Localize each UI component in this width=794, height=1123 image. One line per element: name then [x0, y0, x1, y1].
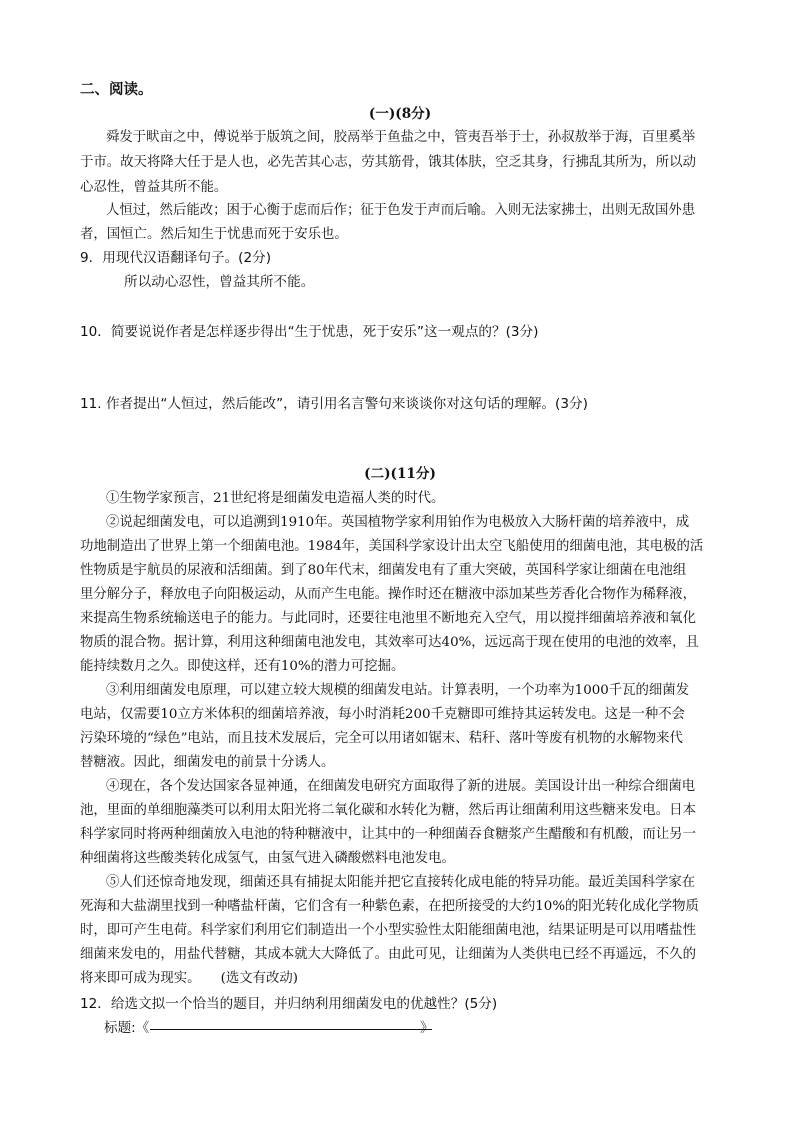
passage2-line: 细菌来发电的，用盐代替糖，其成本就大大降低了。由此可见，让细菌为人类供电已经不再遥远，不久的 [80, 947, 696, 962]
passage2-line: 科学家同时将两种细菌放入电池的特种糖液中，让其中的一种细菌吞食糖浆产生醋酸和有机酸，而让另一 [80, 827, 696, 842]
passage2-line: ⑤人们还惊奇地发现，细菌还具有捕捉太阳能并把它直接转化成电能的特异功能。最近美国科学家在 [106, 875, 696, 890]
passage2-line: 来提高生物系统输送电子的能力。与此同时，还要往电池里不断地充入空气，用以搅拌细菌培养液和氧化 [80, 611, 696, 626]
part2-heading: (二)(11分) [364, 466, 436, 482]
passage2-line: ③利用细菌发电原理，可以建立较大规模的细菌发电站。计算表明，一个功率为1000千瓦的细菌发 [106, 683, 690, 698]
passage2-line: 里分解分子，释放电子向阳极运动，从而产生电能。操作时还在糖液中添加某些芳香化合物作为稀释液， [80, 587, 696, 602]
passage2-line: 能持续数月之久。即使这样，还有10%的潜力可挖掘。 [80, 659, 405, 674]
part1-heading: (一)(8分) [368, 106, 432, 122]
question-10: 10．简要说说作者是怎样逐步得出“生于忧患，死于安乐”这一观点的？(3分) [80, 324, 539, 340]
passage2-line: 时，即可产生电荷。科学家们利用它们制造出一个小型实验性太阳能细菌电池，结果证明是可以用嗜盐性 [80, 923, 696, 938]
passage1-line: 舜发于畎亩之中，傅说举于版筑之间，胶鬲举于鱼盐之中，管夷吾举于士，孙叔敖举于海，百里奚举 [106, 130, 696, 145]
passage2-line: 性物质是宇航员的尿液和活细菌。到了80年代末，细菌发电有了重大突破，英国科学家让细菌在电池组 [80, 563, 687, 578]
passage2-line: 电站，仅需要10立方米体积的细菌培养液，每小时消耗200千克糖即可维持其运转发电。这是一种不会 [80, 707, 686, 722]
question-11: 11. 作者提出“人恒过，然后能改”，请引用名言警句来谈谈你对这句话的理解。(3分) [80, 396, 588, 412]
passage1-line: 人恒过，然后能改；困于心衡于虑而后作；征于色发于声而后喻。入则无法家拂士，出则无敌国外患 [106, 203, 696, 218]
question-12: 12．给选文拟一个恰当的题目，并归纳利用细菌发电的优越性？(5分) [80, 996, 498, 1012]
title-close: 》 [420, 1020, 434, 1036]
passage2-line: 物质的混合物。据计算，利用这种细菌电池发电，其效率可达40%，远远高于现在使用的电池的效率，且 [80, 635, 699, 650]
passage2-line: 污染环境的“绿色”电站，而且技术发展后，完全可以用诸如锯末、秸秆、落叶等废有机物的水解物来代 [80, 731, 683, 746]
passage2-line: 种细菌将这些酸类转化成氢气，由氢气进入磷酸燃料电池发电。 [80, 851, 455, 866]
passage2-line: 死海和大盐湖里找到一种嗜盐杆菌，它们含有一种紫色素，在把所接受的大约10%的阳光转化成化学物质 [80, 899, 699, 914]
title-label: 标题:《 [104, 1020, 150, 1036]
passage2-line: 池，里面的单细胞藻类可以利用太阳光将二氧化碳和水转化为糖，然后再让细菌利用这些糖来发电。日本 [80, 803, 696, 818]
section-heading: 二、阅读。 [80, 82, 153, 98]
passage2-line: 功地制造出了世界上第一个细菌电池。1984年，美国科学家设计出太空飞船使用的细菌电池，其电极的活 [80, 539, 704, 554]
passage2-line: ④现在，各个发达国家各显神通，在细菌发电研究方面取得了新的进展。美国设计出一种综合细菌电 [106, 779, 696, 794]
passage2-line: ②说起细菌发电，可以追溯到1910年。英国植物学家利用铂作为电极放入大肠杆菌的培养液中，成 [106, 515, 690, 530]
title-answer-line[interactable] [150, 1029, 432, 1030]
passage1-line: 心忍性，曾益其所不能。 [80, 180, 228, 195]
passage1-line: 于市。故天将降大任于是人也，必先苦其心志，劳其筋骨，饿其体肤，空乏其身，行拂乱其所为，所以动 [80, 155, 696, 170]
passage2-line: ①生物学家预言，21世纪将是细菌发电造福人类的时代。 [106, 491, 445, 506]
question-9: 9．用现代汉语翻译句子。(2分) [80, 250, 272, 266]
passage2-line: 将来即可成为现实。 (选文有改动) [80, 971, 298, 986]
question-9-sentence: 所以动心忍性，曾益其所不能。 [124, 274, 315, 290]
passage1-line: 者，国恒亡。然后知生于忧患而死于安乐也。 [80, 227, 348, 242]
passage2-line: 替糖液。因此，细菌发电的前景十分诱人。 [80, 755, 335, 770]
